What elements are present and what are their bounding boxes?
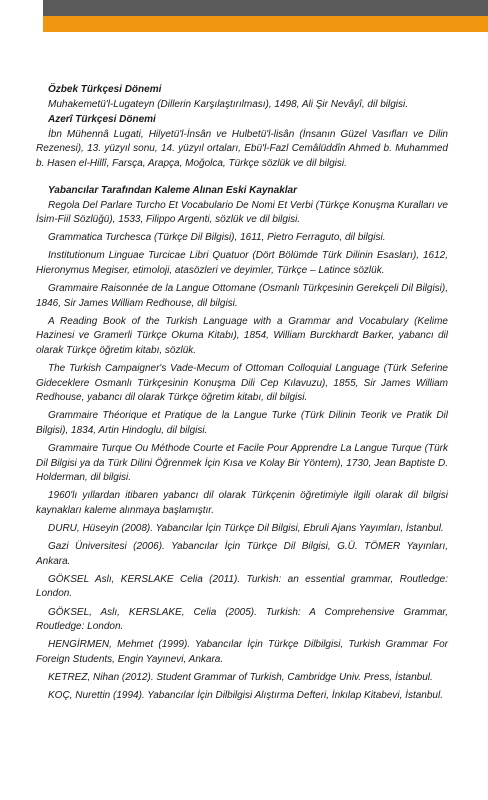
paragraph: 1960'lı yıllardan itibaren yabancı dil olarak Türkçenin öğretimiyle ilgili olarak dil bilgisi kaynakları kaleme alınmaya başlamıştır. <box>36 490 448 516</box>
reference-item: GÖKSEL, Aslı, KERSLAKE, Celia (2005). Turkish: A Comprehensive Grammar, Routledge: London. <box>36 606 448 633</box>
paragraph: The Turkish Campaigner's Vade-Mecum of Ottoman Colloquial Language (Türk Seferine Gideceklere Osmanlı Türkçesinin Konuşma Dili Cep Kılavuzu), 1855, Sir James William Redhouse, yabancı dil olarak Türkçe öğretim kitabı, dil bilgisi. <box>36 363 448 404</box>
paragraph: Muhakemetü'l-Lugateyn (Dillerin Karşılaştırılması), 1498, Ali Şir Nevâyî, dil bilgisi. <box>48 98 409 110</box>
reference-item: Gazi Üniversitesi (2006). Yabancılar İçin Türkçe Dil Bilgisi, G.Ü. TÖMER Yayınları, Ankara. <box>36 541 448 567</box>
section-heading-ozbek: Özbek Türkçesi Dönemi <box>48 84 162 95</box>
reference-item: DURU, Hüseyin (2008). Yabancılar İçin Türkçe Dil Bilgisi, Ebruli Ajans Yayımları, İstanbul. <box>48 523 444 535</box>
paragraph: Grammatica Turchesca (Türkçe Dil Bilgisi), 1611, Pietro Ferraguto, dil bilgisi. <box>48 232 386 244</box>
paragraph: Grammaire Turque Ou Méthode Courte et Facile Pour Apprendre La Langue Turque (Türk Dil Bilgisi ya da Türk Dilini Öğrenmek İçin Kısa ve Kolay Bir Yöntem), 1730, Jean Baptiste D. Holderman, dil bilgisi. <box>36 443 448 484</box>
paragraph: Grammaire Raisonnée de la Langue Ottomane (Osmanlı Türkçesinin Gerekçeli Dil Bilgisi), 1846, Sir James William Redhouse, dil bilgisi. <box>36 283 448 309</box>
reference-item: KOÇ, Nurettin (1994). Yabancılar İçin Dilbilgisi Alıştırma Defteri, İnkılap Kitabevi, İstanbul. <box>48 689 443 701</box>
section-heading-foreign-sources: Yabancılar Tarafından Kaleme Alınan Eski Kaynaklar <box>48 185 297 197</box>
page-body <box>36 83 448 707</box>
reference-item: HENGİRMEN, Mehmet (1999). Yabancılar İçin Türkçe Dilbilgisi, Turkish Grammar For Foreign Students, Engin Yayınevi, Ankara. <box>36 639 448 665</box>
header-band-orange <box>43 16 488 32</box>
section-heading-azeri: Azerî Türkçesi Dönemi <box>48 114 156 126</box>
reference-item: GÖKSEL Aslı, KERSLAKE Celia (2011). Turkish: an essential grammar, Routledge: London. <box>36 573 448 600</box>
paragraph: Regola Del Parlare Turcho Et Vocabulario De Nomi Et Verbi (Türkçe Konuşma Kuralları ve İsim-Fiil Sözlüğü), 1533, Filippo Argenti, sözlük ve dil bilgisi. <box>36 199 448 226</box>
paragraph: A Reading Book of the Turkish Language with a Grammar and Vocabulary (Kelime Hazinesi ve Gramerli Türkçe Okuma Kitabı), 1854, William Burckhardt Barker, yabancı dil olarak Türkçe öğretim kitabı, sözlük. <box>36 315 448 356</box>
paragraph: İbn Mühennâ Lugati, Hilyetü'l-İnsân ve Hulbetü'l-lisân (İnsanın Güzel Vasıfları ve Dilin Rezenesi), 13. yüzyıl sonu, 14. yüzyıl ortaları, Ebü'l-Fazl Cemâlüddîn Ahmed b. Muhammed b. Hasen el-Hillî, Farsça, Arapça, Moğolca, Türkçe sözlük ve dil bilgisi. <box>36 128 448 169</box>
reference-item: KETREZ, Nihan (2012). Student Grammar of Turkish, Cambridge Univ. Press, İstanbul. <box>48 671 433 683</box>
paragraph: Institutionum Linguae Turcicae Libri Quatuor (Dört Bölümde Türk Dilinin Esasları), 1612, Hieronymus Megiser, etimoloji, atasözleri ve deyimler, Türkçe – Latince sözlük. <box>36 250 448 277</box>
header-band-gray <box>43 0 488 16</box>
paragraph: Grammaire Théorique et Pratique de la Langue Turke (Türk Dilinin Teorik ve Pratik Dil Bilgisi), 1834, Artin Hindoglu, dil bilgisi. <box>36 410 448 436</box>
